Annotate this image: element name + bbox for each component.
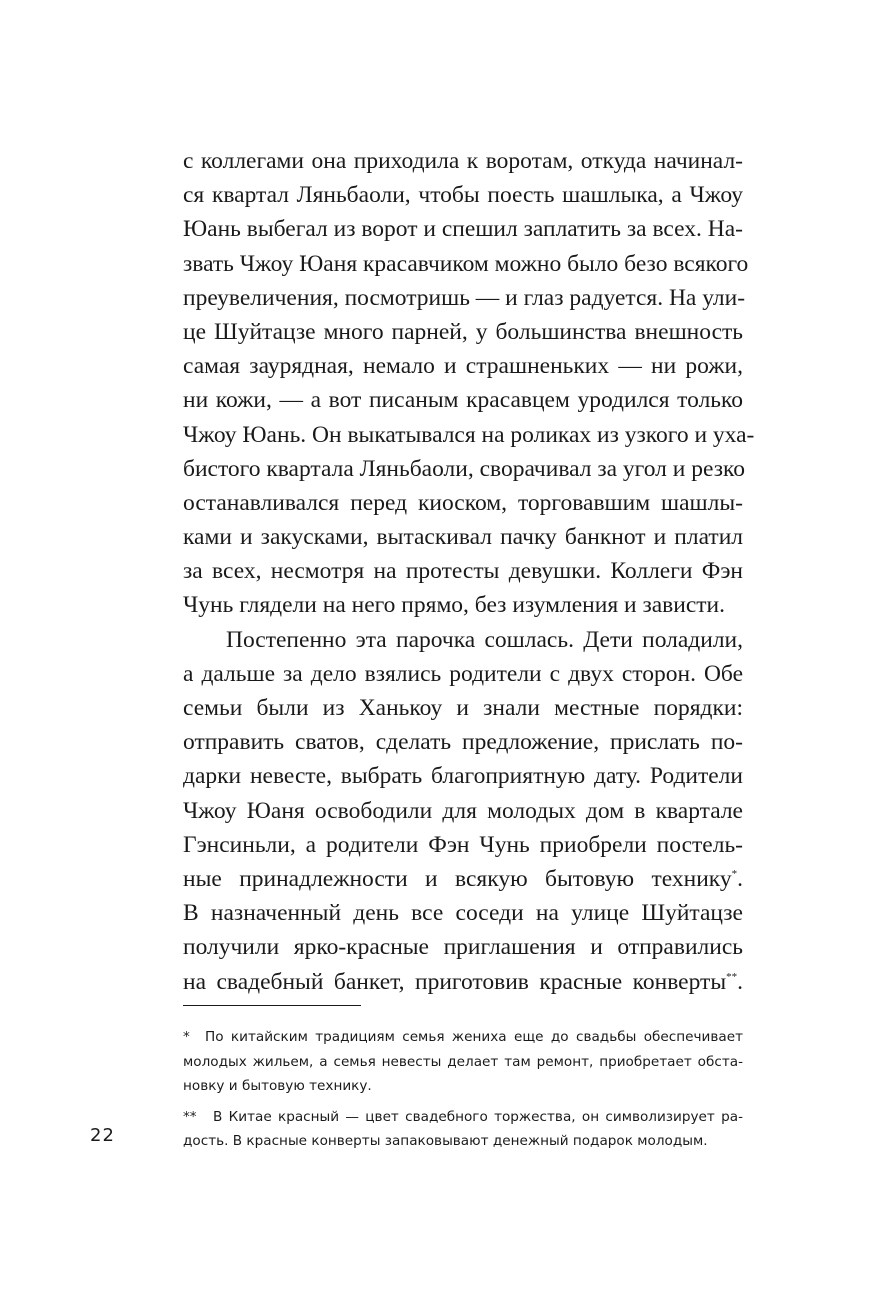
text-line: получили ярко-красные приглашения и отправились — [183, 934, 743, 961]
text-line: за всех, несмотря на протесты девушки. Коллеги Фэн — [183, 558, 743, 585]
footnotes — [183, 1025, 743, 1154]
text-line: бистого квартала Ляньбаоли, сворачивал за угол и резко — [183, 455, 745, 482]
text-line: ни кожи, — а вот писаным красавцем уродился только — [183, 387, 743, 414]
text-line: преувеличения, посмотришь — и глаз радуется. На ули- — [183, 284, 746, 311]
text-line: Чжоу Юаня освободили для молодых дом в квартале — [183, 797, 743, 824]
text-line: отправить сватов, сделать предложение, прислать по- — [183, 729, 743, 756]
text-line: Юань выбегал из ворот и спешил заплатить за всех. На- — [183, 216, 743, 243]
text-line: Гэнсиньли, а родители Фэн Чунь приобрели постель- — [183, 831, 743, 858]
footnote-line: молодых жильем, а семья невесты делает там ремонт, приобретает обста- — [183, 1053, 743, 1070]
text-line: семьи были из Ханькоу и знали местные порядки: — [183, 695, 743, 721]
main-text — [183, 144, 755, 999]
footnote-line — [183, 1025, 743, 1050]
footnote-text: В Китае красный — цвет свадебного торжества, он символизирует ра- — [213, 1108, 743, 1125]
text-line: звать Чжоу Юаня красавчиком можно было безо всякого — [183, 250, 749, 277]
text-line-with-note — [183, 862, 743, 896]
text-line: ками и закусками, вытаскивал пачку банкнот и платил — [183, 524, 743, 551]
text-line: а дальше за дело взялись родители с двух сторон. Обе — [183, 660, 743, 687]
footnote-reference-2: ** — [726, 970, 738, 983]
text-line: самая заурядная, немало и страшненьких — ни рожи, — [183, 353, 743, 380]
text-line: с коллегами она приходила к воротам, откуда начинал- — [183, 148, 743, 174]
text-line: дарки невесте, выбрать благоприятную дату. Родители — [183, 763, 743, 790]
period: . — [737, 968, 743, 995]
text-line: Постепенно эта парочка сошлась. Дети поладили, — [226, 626, 743, 653]
footnote-marker: ** — [183, 1108, 197, 1125]
footnote-line: новку и бытовую технику. — [183, 1078, 372, 1094]
text-line: останавливался перед киоском, торговавшим шашлы- — [183, 489, 743, 516]
text-line-content: на свадебный банкет, приготовив красные конверты — [183, 968, 727, 995]
text-line: Чжоу Юань. Он выкатывался на роликах из узкого и уха- — [183, 421, 755, 448]
text-line-with-note — [183, 965, 743, 999]
text-line: ся квартал Ляньбаоли, чтобы поесть шашлыка, а Чжоу — [183, 182, 743, 209]
footnote-text: По китайским традициям семья жениха еще до свадьбы обеспечивает — [205, 1029, 743, 1045]
footnote-1 — [183, 1025, 743, 1099]
text-line: Чунь глядели на него прямо, без изумления и зависти. — [183, 592, 725, 619]
footnote-reference-1: * — [731, 867, 738, 880]
text-line: В назначенный день все соседи на улице Шуйтацзе — [183, 900, 743, 927]
footnote-divider — [183, 1005, 361, 1006]
page-number: 22 — [90, 1125, 115, 1146]
text-line: це Шуйтацзе много парней, у большинства внешность — [183, 318, 743, 345]
footnote-marker: * — [183, 1029, 190, 1045]
period: . — [737, 865, 743, 892]
paragraph-2 — [183, 623, 743, 999]
footnote-line: дость. В красные конверты запаковывают денежный подарок молодым. — [183, 1133, 708, 1149]
paragraph-1 — [183, 144, 755, 623]
footnote-line — [183, 1105, 743, 1130]
footnote-2 — [183, 1105, 743, 1154]
text-line-content: ные принадлежности и всякую бытовую технику — [183, 865, 732, 892]
